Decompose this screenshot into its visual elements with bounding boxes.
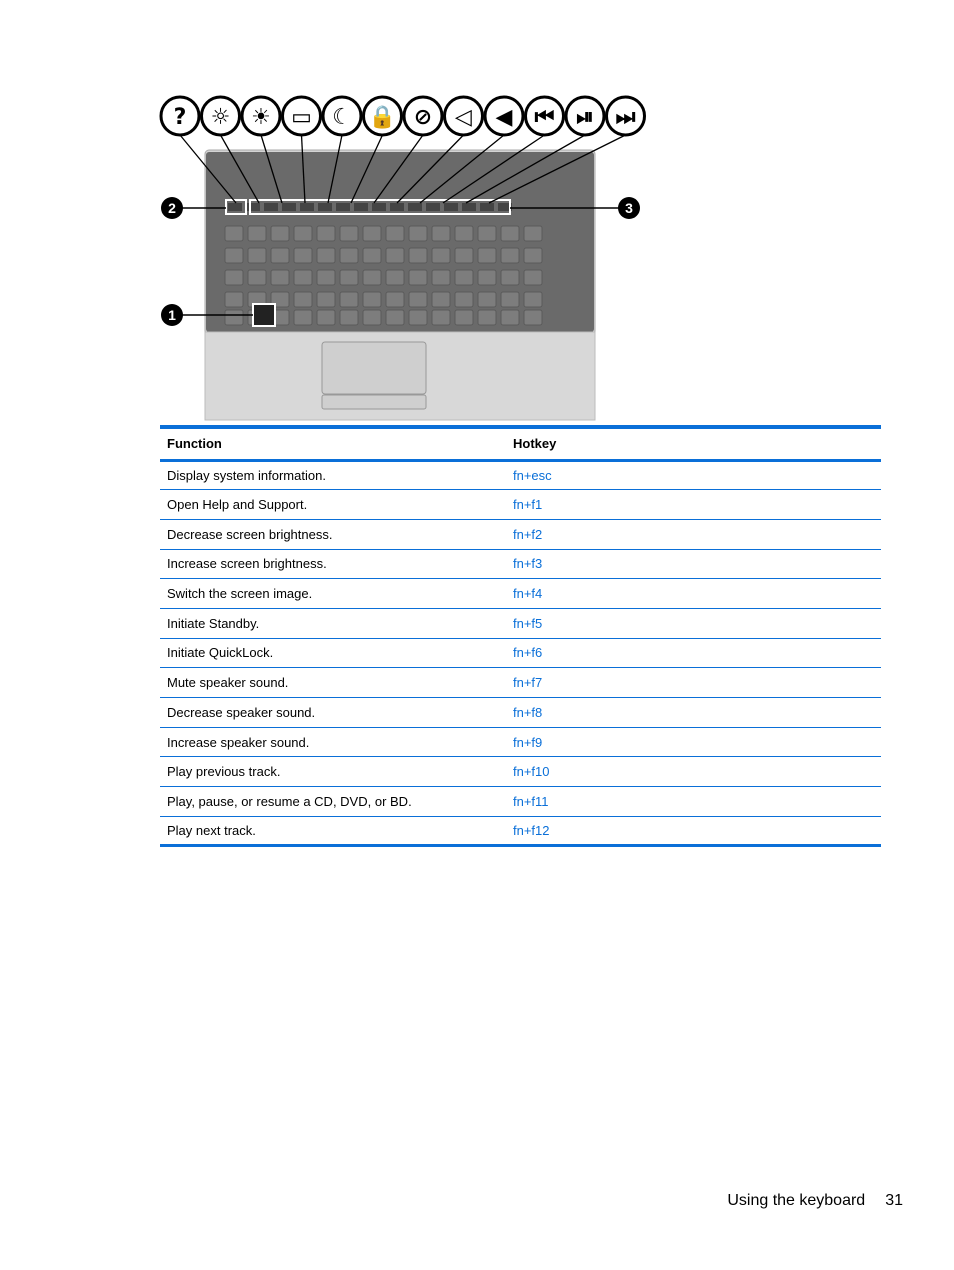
function-key	[462, 203, 476, 211]
volume-up-icon	[485, 97, 523, 135]
hotkey-cell	[506, 519, 881, 549]
function-key	[318, 203, 332, 211]
keyboard-key	[501, 248, 519, 263]
svg-text:⊘: ⊘	[413, 105, 433, 130]
hotkey-table	[160, 425, 881, 847]
keyboard-key	[478, 292, 496, 307]
standby-moon-icon	[323, 97, 361, 135]
function-key	[480, 203, 494, 211]
keyboard-key	[386, 248, 404, 263]
keyboard-key	[225, 270, 243, 285]
function-key	[408, 203, 422, 211]
hotkey-cell	[506, 698, 881, 728]
function-key	[426, 203, 440, 211]
hotkey-link[interactable]: fn+f5	[513, 615, 543, 631]
svg-text:☾: ☾	[332, 105, 352, 130]
function-cell: Decrease speaker sound.	[160, 698, 506, 728]
quicklock-padlock-icon	[364, 97, 402, 135]
table-row	[160, 727, 881, 757]
keyboard-key	[363, 310, 381, 325]
keyboard-key	[409, 226, 427, 241]
table-row	[160, 549, 881, 579]
footer-section-title: Using the keyboard	[727, 1192, 866, 1209]
function-key	[246, 203, 260, 211]
table-row	[160, 608, 881, 638]
hotkey-cell	[506, 579, 881, 609]
hotkey-link[interactable]: fn+f11	[513, 793, 549, 809]
keyboard-key	[478, 226, 496, 241]
keyboard-key	[317, 270, 335, 285]
keyboard-key	[340, 226, 358, 241]
keyboard-key	[386, 270, 404, 285]
keyboard-key	[363, 226, 381, 241]
play-pause-icon	[566, 97, 604, 135]
hotkey-cell	[506, 638, 881, 668]
keyboard-key	[409, 292, 427, 307]
function-cell: Initiate Standby.	[160, 608, 506, 638]
keyboard-key	[340, 270, 358, 285]
table-row	[160, 460, 881, 490]
function-cell: Display system information.	[160, 460, 506, 490]
hotkey-link[interactable]: fn+esc	[513, 467, 552, 483]
page-number: 31	[885, 1192, 903, 1209]
keyboard-key	[294, 270, 312, 285]
svg-text:◀: ◀	[495, 105, 513, 130]
keyboard-key	[386, 292, 404, 307]
hotkey-link[interactable]: fn+f10	[513, 764, 550, 780]
hotkey-cell	[506, 668, 881, 698]
table-row	[160, 490, 881, 520]
fn-key-highlight	[253, 304, 275, 326]
keyboard-key	[432, 310, 450, 325]
keyboard-key	[501, 310, 519, 325]
keyboard-key	[409, 248, 427, 263]
brightness-up-icon	[242, 97, 280, 135]
keyboard-key	[294, 248, 312, 263]
function-cell: Switch the screen image.	[160, 579, 506, 609]
keyboard-key	[225, 226, 243, 241]
keyboard-key	[432, 270, 450, 285]
function-cell: Open Help and Support.	[160, 490, 506, 520]
mute-icon	[404, 97, 442, 135]
function-key	[372, 203, 386, 211]
keyboard-key	[478, 310, 496, 325]
keyboard-key	[432, 248, 450, 263]
table-row	[160, 816, 881, 846]
callout-1	[161, 304, 183, 326]
hotkey-cell	[506, 787, 881, 817]
hotkey-link[interactable]: fn+f9	[513, 734, 543, 750]
keyboard-key	[363, 292, 381, 307]
keyboard-key	[432, 292, 450, 307]
touchpad	[322, 342, 426, 394]
keyboard-key	[317, 248, 335, 263]
hotkey-cell	[506, 816, 881, 846]
keyboard-key	[225, 292, 243, 307]
callout-3	[618, 197, 640, 219]
keyboard-key	[248, 226, 266, 241]
svg-text:?: ?	[173, 105, 187, 130]
keyboard-key	[524, 248, 542, 263]
table-row	[160, 698, 881, 728]
keyboard-figure	[150, 90, 650, 422]
keyboard-key	[478, 270, 496, 285]
keyboard-key	[386, 226, 404, 241]
keyboard-key	[225, 248, 243, 263]
svg-text:🔒: 🔒	[368, 105, 397, 130]
keyboard-key	[248, 248, 266, 263]
keyboard-key	[363, 248, 381, 263]
keyboard-key	[317, 292, 335, 307]
keyboard-key	[409, 270, 427, 285]
table-row	[160, 579, 881, 609]
table-row	[160, 519, 881, 549]
function-key	[336, 203, 350, 211]
function-cell: Mute speaker sound.	[160, 668, 506, 698]
help-icon	[161, 97, 199, 135]
keyboard-key	[317, 226, 335, 241]
function-cell: Decrease screen brightness.	[160, 519, 506, 549]
hotkey-cell	[506, 490, 881, 520]
keyboard-key	[501, 226, 519, 241]
keyboard-key	[340, 310, 358, 325]
keyboard-key	[340, 292, 358, 307]
keyboard-key	[271, 226, 289, 241]
hotkey-link[interactable]: fn+f8	[513, 704, 543, 720]
table-row	[160, 668, 881, 698]
svg-text:2: 2	[168, 200, 176, 216]
callout-2	[161, 197, 183, 219]
function-key	[282, 203, 296, 211]
next-track-icon	[607, 97, 645, 135]
keyboard-key	[455, 310, 473, 325]
hotkey-column-header: Hotkey	[506, 427, 881, 460]
keyboard-key	[455, 292, 473, 307]
hotkey-link[interactable]: fn+f7	[513, 675, 543, 691]
hotkey-cell	[506, 727, 881, 757]
function-cell: Initiate QuickLock.	[160, 638, 506, 668]
keyboard-key	[363, 270, 381, 285]
keyboard-key	[294, 310, 312, 325]
keyboard-key	[524, 310, 542, 325]
function-cell: Play next track.	[160, 816, 506, 846]
svg-text:3: 3	[625, 200, 633, 216]
function-cell: Increase speaker sound.	[160, 727, 506, 757]
previous-track-icon	[526, 97, 564, 135]
screen-switch-icon	[283, 97, 321, 135]
function-key	[390, 203, 404, 211]
keyboard-key	[455, 270, 473, 285]
keyboard-key	[455, 248, 473, 263]
hotkey-link[interactable]: fn+f4	[513, 586, 543, 602]
keyboard-key	[501, 292, 519, 307]
function-cell: Play previous track.	[160, 757, 506, 787]
function-key	[228, 203, 242, 211]
hotkey-link[interactable]: fn+f2	[513, 526, 543, 542]
keyboard-key	[271, 270, 289, 285]
keyboard-key	[248, 270, 266, 285]
function-key	[354, 203, 368, 211]
hotkey-cell	[506, 757, 881, 787]
svg-text:◁: ◁	[455, 105, 472, 130]
hotkey-link[interactable]: fn+f6	[513, 645, 543, 661]
svg-text:⏯: ⏯	[576, 105, 594, 130]
function-key	[264, 203, 278, 211]
hotkey-link[interactable]: fn+f12	[513, 823, 550, 839]
keyboard-key	[409, 310, 427, 325]
hotkey-cell	[506, 460, 881, 490]
table-row	[160, 638, 881, 668]
touchpad-buttons	[322, 395, 426, 409]
svg-text:☀: ☀	[251, 105, 271, 130]
keyboard-key	[524, 226, 542, 241]
keyboard-key	[386, 310, 404, 325]
function-cell: Play, pause, or resume a CD, DVD, or BD.	[160, 787, 506, 817]
hotkey-link[interactable]: fn+f1	[513, 497, 543, 513]
function-key	[300, 203, 314, 211]
keyboard-key	[524, 292, 542, 307]
hotkey-link[interactable]: fn+f3	[513, 556, 543, 572]
keyboard-key	[294, 226, 312, 241]
svg-text:☼: ☼	[210, 105, 231, 130]
table-row	[160, 787, 881, 817]
svg-text:⏮: ⏮	[534, 105, 555, 130]
keyboard-key	[271, 248, 289, 263]
brightness-down-icon	[202, 97, 240, 135]
keyboard-key	[340, 248, 358, 263]
hotkey-cell	[506, 608, 881, 638]
svg-text:▭: ▭	[291, 105, 312, 130]
table-row	[160, 757, 881, 787]
function-key	[444, 203, 458, 211]
keyboard-key	[455, 226, 473, 241]
keyboard-key	[432, 226, 450, 241]
table-header-row	[160, 427, 881, 460]
keyboard-key	[317, 310, 335, 325]
svg-text:⏭: ⏭	[615, 105, 636, 130]
page-footer	[727, 1192, 903, 1210]
keyboard-key	[294, 292, 312, 307]
svg-text:1: 1	[168, 307, 176, 323]
hotkey-cell	[506, 549, 881, 579]
keyboard-key	[501, 270, 519, 285]
keyboard-key	[524, 270, 542, 285]
keyboard-key	[225, 310, 243, 325]
function-column-header: Function	[160, 427, 506, 460]
function-cell: Increase screen brightness.	[160, 549, 506, 579]
volume-down-icon	[445, 97, 483, 135]
keyboard-key	[478, 248, 496, 263]
